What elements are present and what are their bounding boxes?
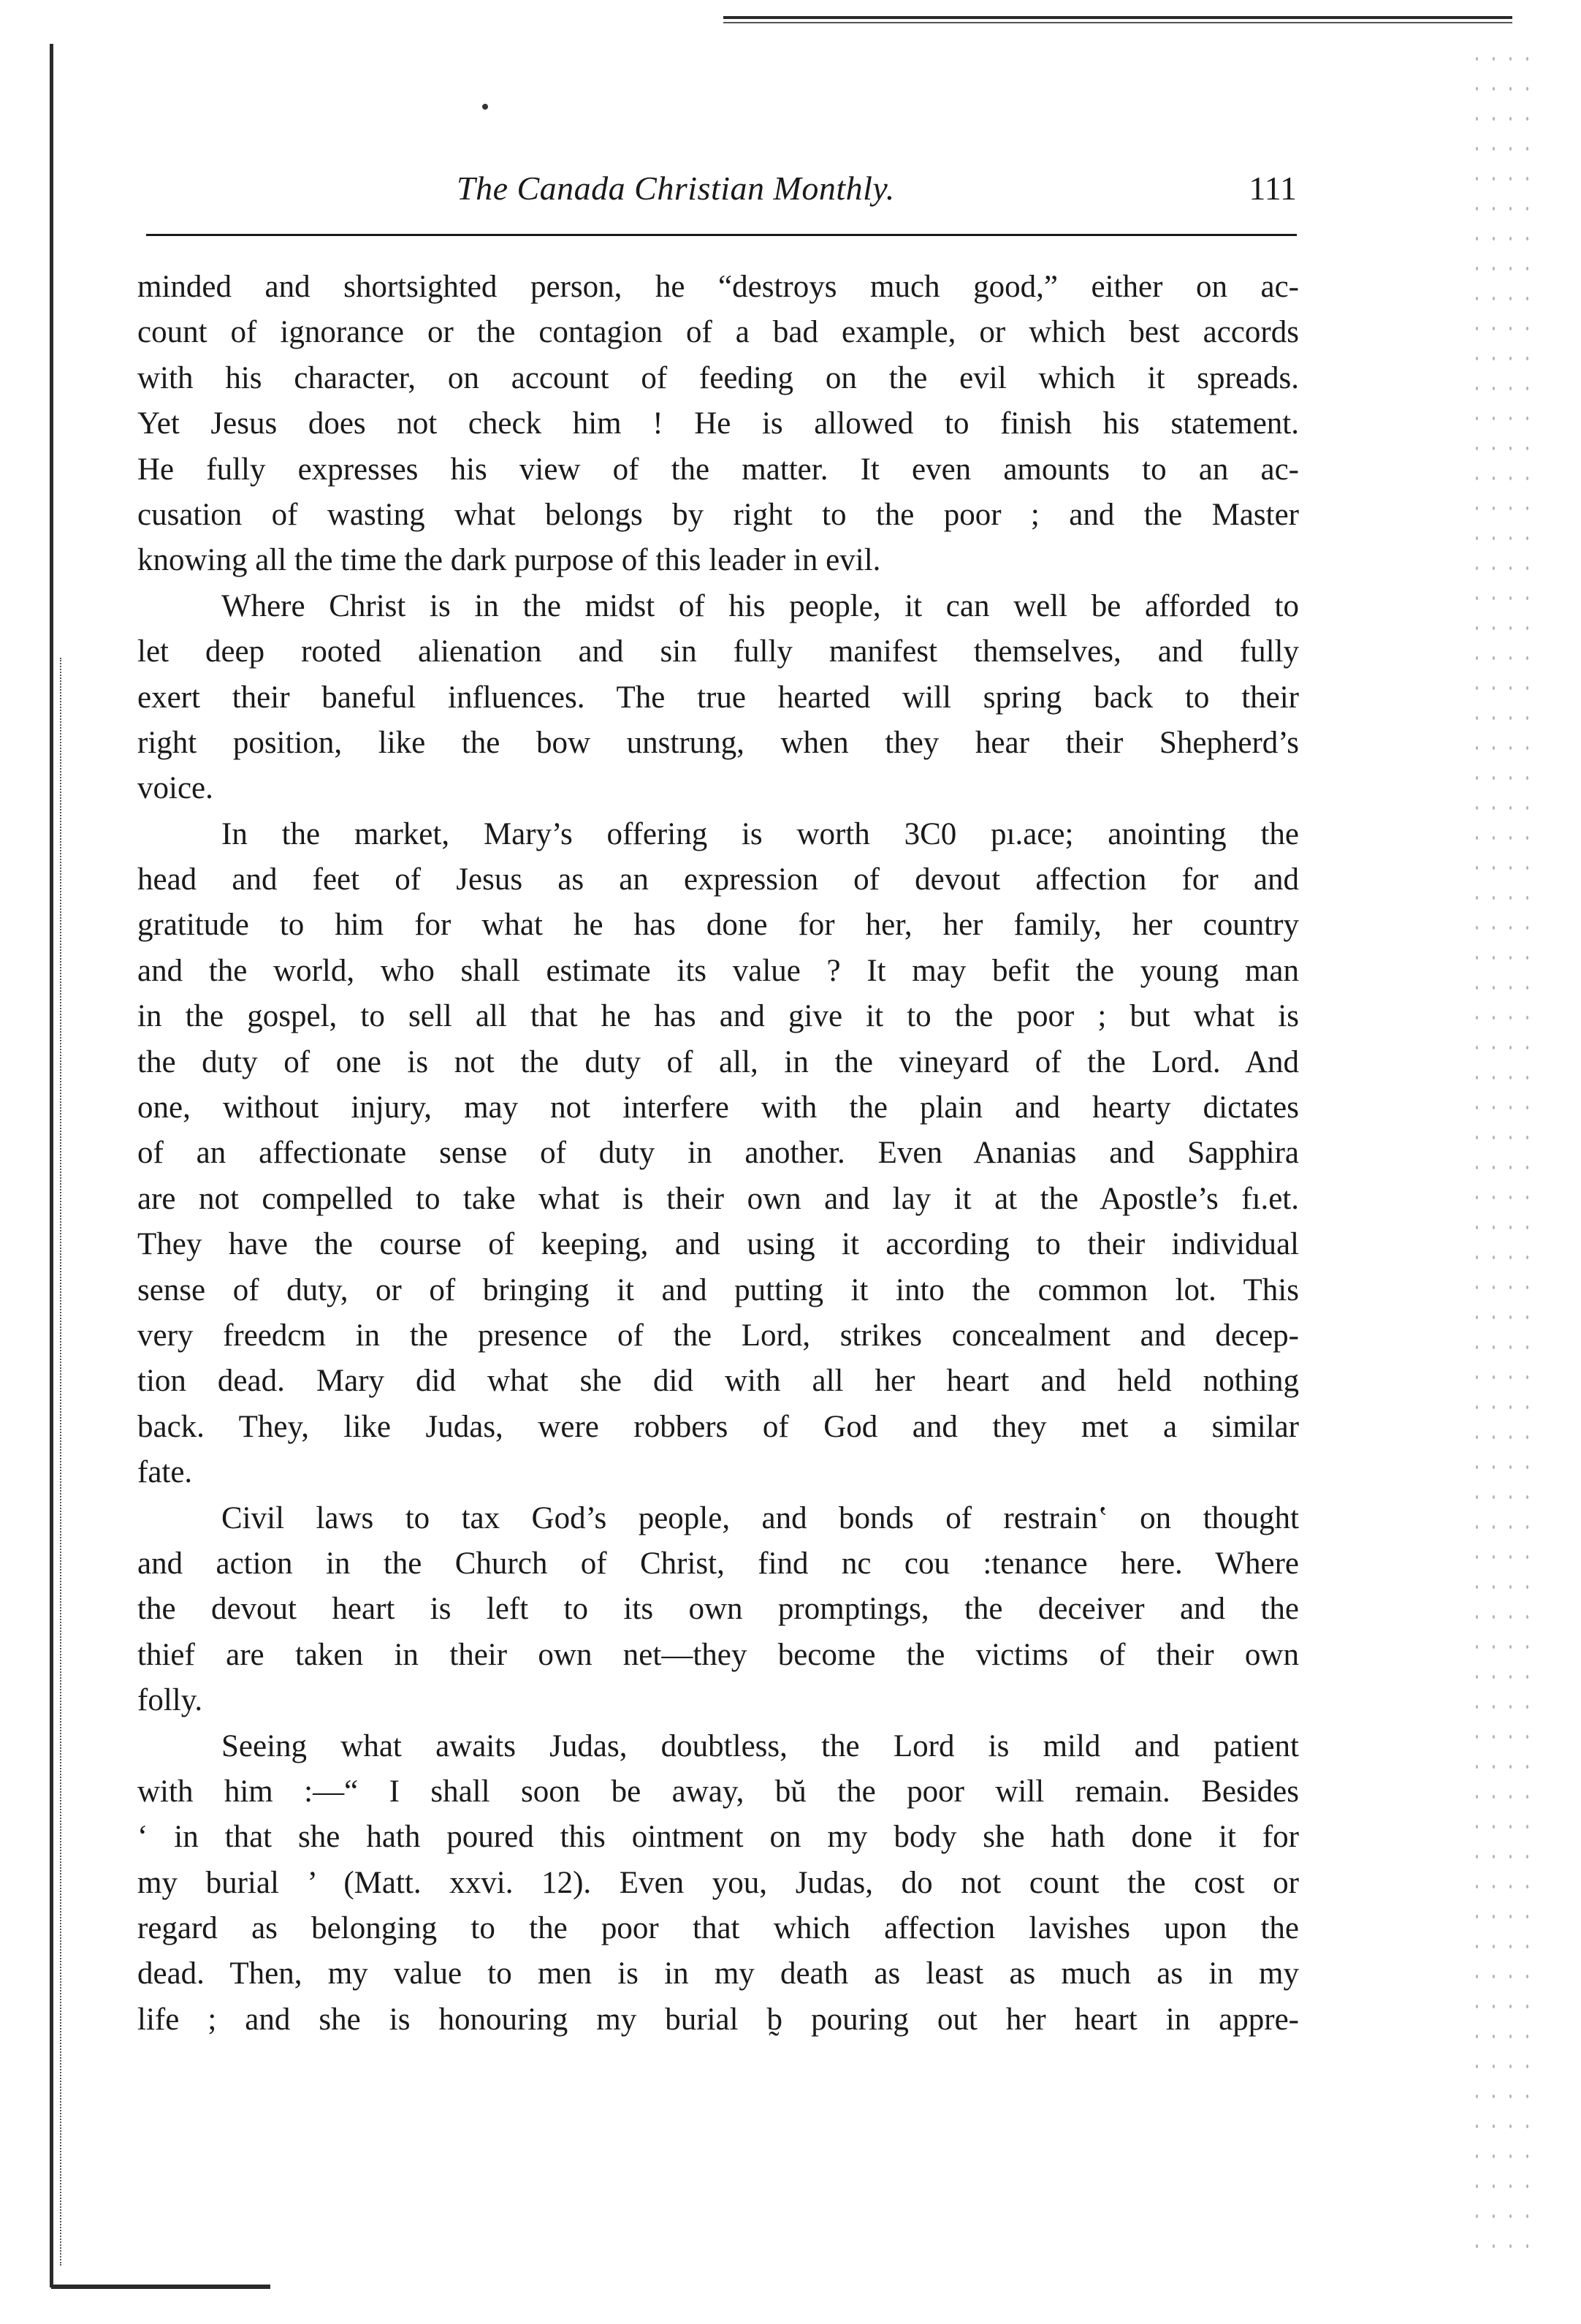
text-line: life ; and she is honouring my burial b̰ pouring out her heart in appre- — [137, 2002, 1299, 2037]
text-line: let deep rooted alienation and sin fully manifest themselves, and fully — [137, 634, 1299, 669]
text-line: head and feet of Jesus as an expression of devout affection for and — [137, 862, 1299, 897]
header-rule — [146, 234, 1297, 236]
scan-left-edge-dots — [60, 658, 63, 2266]
text-line: ‘ in that she hath poured this ointment on my body she hath done it for — [137, 1820, 1299, 1855]
scan-bottom-edge — [51, 2285, 270, 2289]
text-line: the devout heart is left to its own promptings, the deceiver and the — [137, 1592, 1299, 1627]
text-line: are not compelled to take what is their own and lay it at the Apostle’s fı.et. — [137, 1181, 1299, 1216]
text-line: with him :—“ I shall soon be away, bŭ the poor will remain. Besides — [137, 1774, 1299, 1809]
text-line: Civil laws to tax God’s people, and bonds of restrainʽ on thought — [221, 1500, 1299, 1535]
text-line: in the gospel, to sell all that he has and give it to the poor ; but what is — [137, 999, 1299, 1034]
text-line: and action in the Church of Christ, find nc cou :tenance here. Where — [137, 1546, 1299, 1581]
text-line: of an affectionate sense of duty in another. Even Ananias and Sapphira — [137, 1136, 1299, 1171]
text-line: regard as belonging to the poor that which affection lavishes upon the — [137, 1911, 1299, 1946]
text-line: and the world, who shall estimate its value ? It may befit the young man — [137, 953, 1299, 988]
text-line: He fully expresses his view of the matter. It even amounts to an ac- — [137, 452, 1299, 487]
scan-speck — [482, 104, 488, 110]
page-header — [142, 167, 1297, 218]
text-line: voice. — [137, 771, 213, 806]
body-text — [137, 265, 1299, 2043]
text-line: very freedcm in the presence of the Lord, strikes concealment and decep- — [137, 1318, 1299, 1353]
text-line: folly. — [137, 1683, 203, 1718]
text-line: sense of duty, or of bringing it and putting it into the common lot. This — [137, 1272, 1299, 1307]
text-line: cusation of wasting what belongs by right to the poor ; and the Master — [137, 497, 1299, 532]
running-title: The Canada Christian Monthly. — [457, 170, 895, 207]
text-line: tion dead. Mary did what she did with all her heart and held nothing — [137, 1364, 1299, 1399]
text-line: Yet Jesus does not check him ! He is allowed to finish his statement. — [137, 406, 1299, 441]
text-line: In the market, Mary’s offering is worth 3C0 pı.ace; anointing the — [221, 816, 1299, 851]
text-line: right position, like the bow unstrung, when they hear their Shepherd’s — [137, 725, 1299, 760]
text-line: with his character, on account of feeding on the evil which it spreads. — [137, 360, 1299, 395]
text-line: one, without injury, may not interfere with the plain and hearty dictates — [137, 1090, 1299, 1125]
text-line: count of ignorance or the contagion of a bad example, or which best accords — [137, 315, 1299, 350]
text-line: exert their baneful influences. The true hearted will spring back to their — [137, 680, 1299, 715]
text-line: gratitude to him for what he has done for her, her family, her country — [137, 908, 1299, 943]
scan-top-edge-line — [723, 22, 1512, 23]
text-line: They have the course of keeping, and using it according to their individual — [137, 1227, 1299, 1262]
text-line: minded and shortsighted person, he “destroys much good,” either on ac- — [137, 270, 1299, 304]
scan-left-edge — [50, 44, 53, 2287]
text-line: dead. Then, my value to men is in my death as least as much as in my — [137, 1956, 1299, 1991]
text-line: knowing all the time the dark purpose of this leader in evil. — [137, 543, 881, 578]
text-line: fate. — [137, 1455, 193, 1490]
scan-top-edge — [723, 16, 1512, 19]
text-line: Seeing what awaits Judas, doubtless, the Lord is mild and patient — [221, 1728, 1299, 1763]
scan-right-specks — [1468, 44, 1542, 2273]
text-line: Where Christ is in the midst of his people, it can well be afforded to — [221, 588, 1299, 623]
text-line: thief are taken in their own net—they become the victims of their own — [137, 1637, 1299, 1672]
text-line: the duty of one is not the duty of all, in the vineyard of the Lord. And — [137, 1044, 1299, 1079]
text-line: my burial ’ (Matt. xxvi. 12). Even you, Judas, do not count the cost or — [137, 1865, 1299, 1900]
text-line: back. They, like Judas, were robbers of God and they met a similar — [137, 1409, 1299, 1444]
page-number: 111 — [1249, 170, 1297, 207]
